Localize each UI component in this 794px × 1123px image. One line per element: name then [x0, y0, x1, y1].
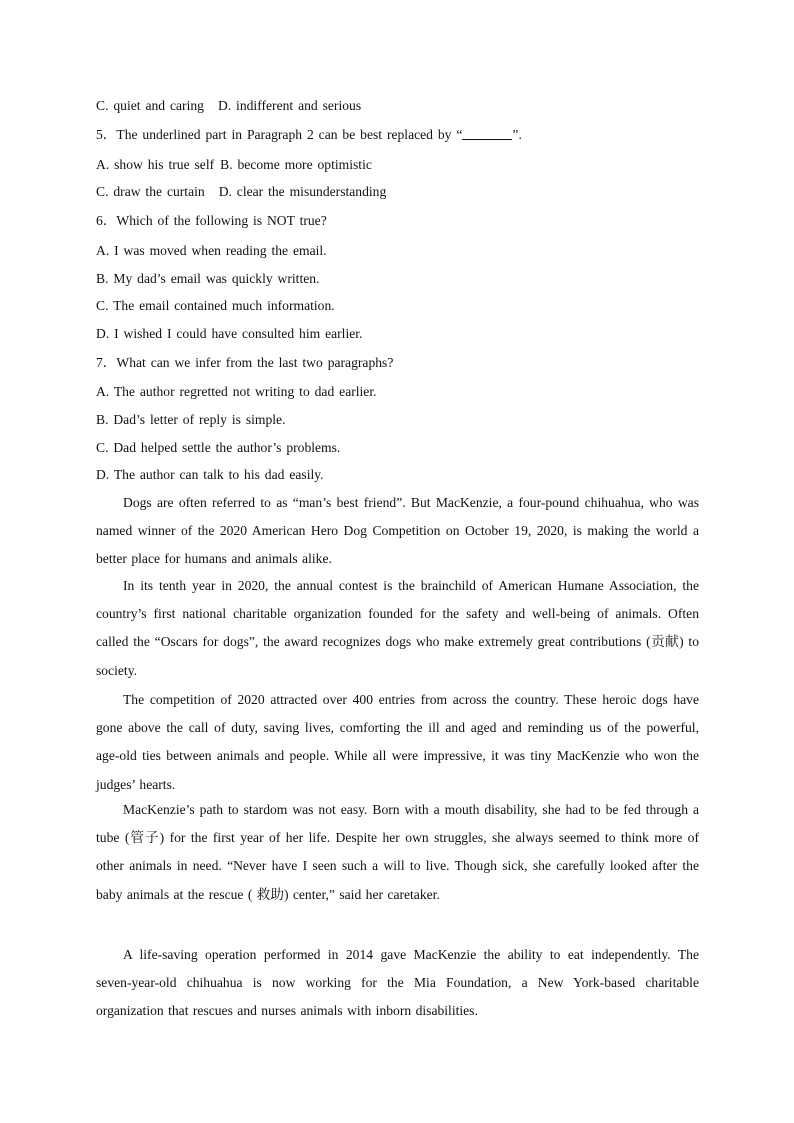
paragraph-text: A life-saving operation performed in 2014 gave MacKenzie the ability to eat independently. The seven-year-old chihuahua is now working for the Mia Foundation, a New York-based charitable organization that rescues and nurses animals with inborn disabilities.	[96, 947, 699, 1019]
answer-blank	[462, 127, 512, 140]
q7-stem: 7．What can we infer from the last two paragraphs?	[96, 355, 394, 370]
passage-paragraph-4	[96, 796, 699, 909]
q6-option-c[interactable]: C. The email contained much information.	[96, 298, 335, 313]
q6-option-b[interactable]: B. My dad’s email was quickly written.	[96, 271, 320, 286]
q6-option-d[interactable]: D. I wished I could have consulted him earlier.	[96, 326, 363, 341]
q5-option-a[interactable]: A. show his true self	[96, 157, 215, 172]
passage-paragraph-5	[96, 941, 699, 1026]
q7-option-a[interactable]: A. The author regretted not writing to dad earlier.	[96, 384, 377, 399]
paragraph-text: The competition of 2020 attracted over 400 entries from across the country. These heroic dogs have gone above the call of duty, saving lives, comforting the ill and aged and reminding us of the powerful, age-old ties between animals and people. While all were impressive, it was tiny MacKenzie who won the judges’ hearts.	[96, 692, 699, 792]
paragraph-text: Dogs are often referred to as “man’s best friend”. But MacKenzie, a four-pound chihuahua, who was named winner of the 2020 American Hero Dog Competition on October 19, 2020, is making the world a better place for humans and animals alike.	[96, 495, 699, 567]
q5-option-b[interactable]: B. become more optimistic	[220, 157, 372, 172]
q4-option-c[interactable]: C. quiet and caring	[96, 98, 204, 113]
q7-option-b[interactable]: B. Dad’s letter of reply is simple.	[96, 412, 286, 427]
passage-paragraph-2	[96, 572, 699, 685]
q4-option-d[interactable]: D. indifferent and serious	[217, 98, 362, 113]
q5-stem-text: 5．The underlined part in Paragraph 2 can be best replaced by “	[96, 127, 463, 142]
paragraph-text: MacKenzie’s path to stardom was not easy. Born with a mouth disability, she had to be fed through a tube (管子) for the first year of her life. Despite her own struggles, she always seemed to think more of other animals in need. “Never have I seen such a will to live. Though sick, she carefully looked after the baby animals at the rescue ( 救助) center,” said her caretaker.	[96, 802, 699, 902]
q5-options-cd	[96, 183, 700, 201]
q4-options-cd	[96, 97, 700, 115]
q5-options-ab	[96, 156, 700, 174]
q5-stem-end: ”.	[512, 127, 522, 142]
paragraph-text: In its tenth year in 2020, the annual contest is the brainchild of American Humane Association, the country’s first national charitable organization founded for the safety and well-being of animals. Often called the “Oscars for dogs”, the award recognizes dogs who make extremely great contributions (贡献) to society.	[96, 578, 699, 678]
q7-option-d[interactable]: D. The author can talk to his dad easily.	[96, 467, 324, 482]
q7-option-c[interactable]: C. Dad helped settle the author’s problems.	[96, 440, 341, 455]
passage-paragraph-1	[96, 489, 699, 574]
q6-stem: 6．Which of the following is NOT true?	[96, 213, 327, 228]
q5-option-d[interactable]: D. clear the misunderstanding	[218, 184, 387, 199]
q5-stem	[96, 126, 700, 144]
passage-paragraph-3	[96, 686, 699, 799]
q5-option-c[interactable]: C. draw the curtain	[96, 184, 205, 199]
q6-option-a[interactable]: A. I was moved when reading the email.	[96, 243, 327, 258]
